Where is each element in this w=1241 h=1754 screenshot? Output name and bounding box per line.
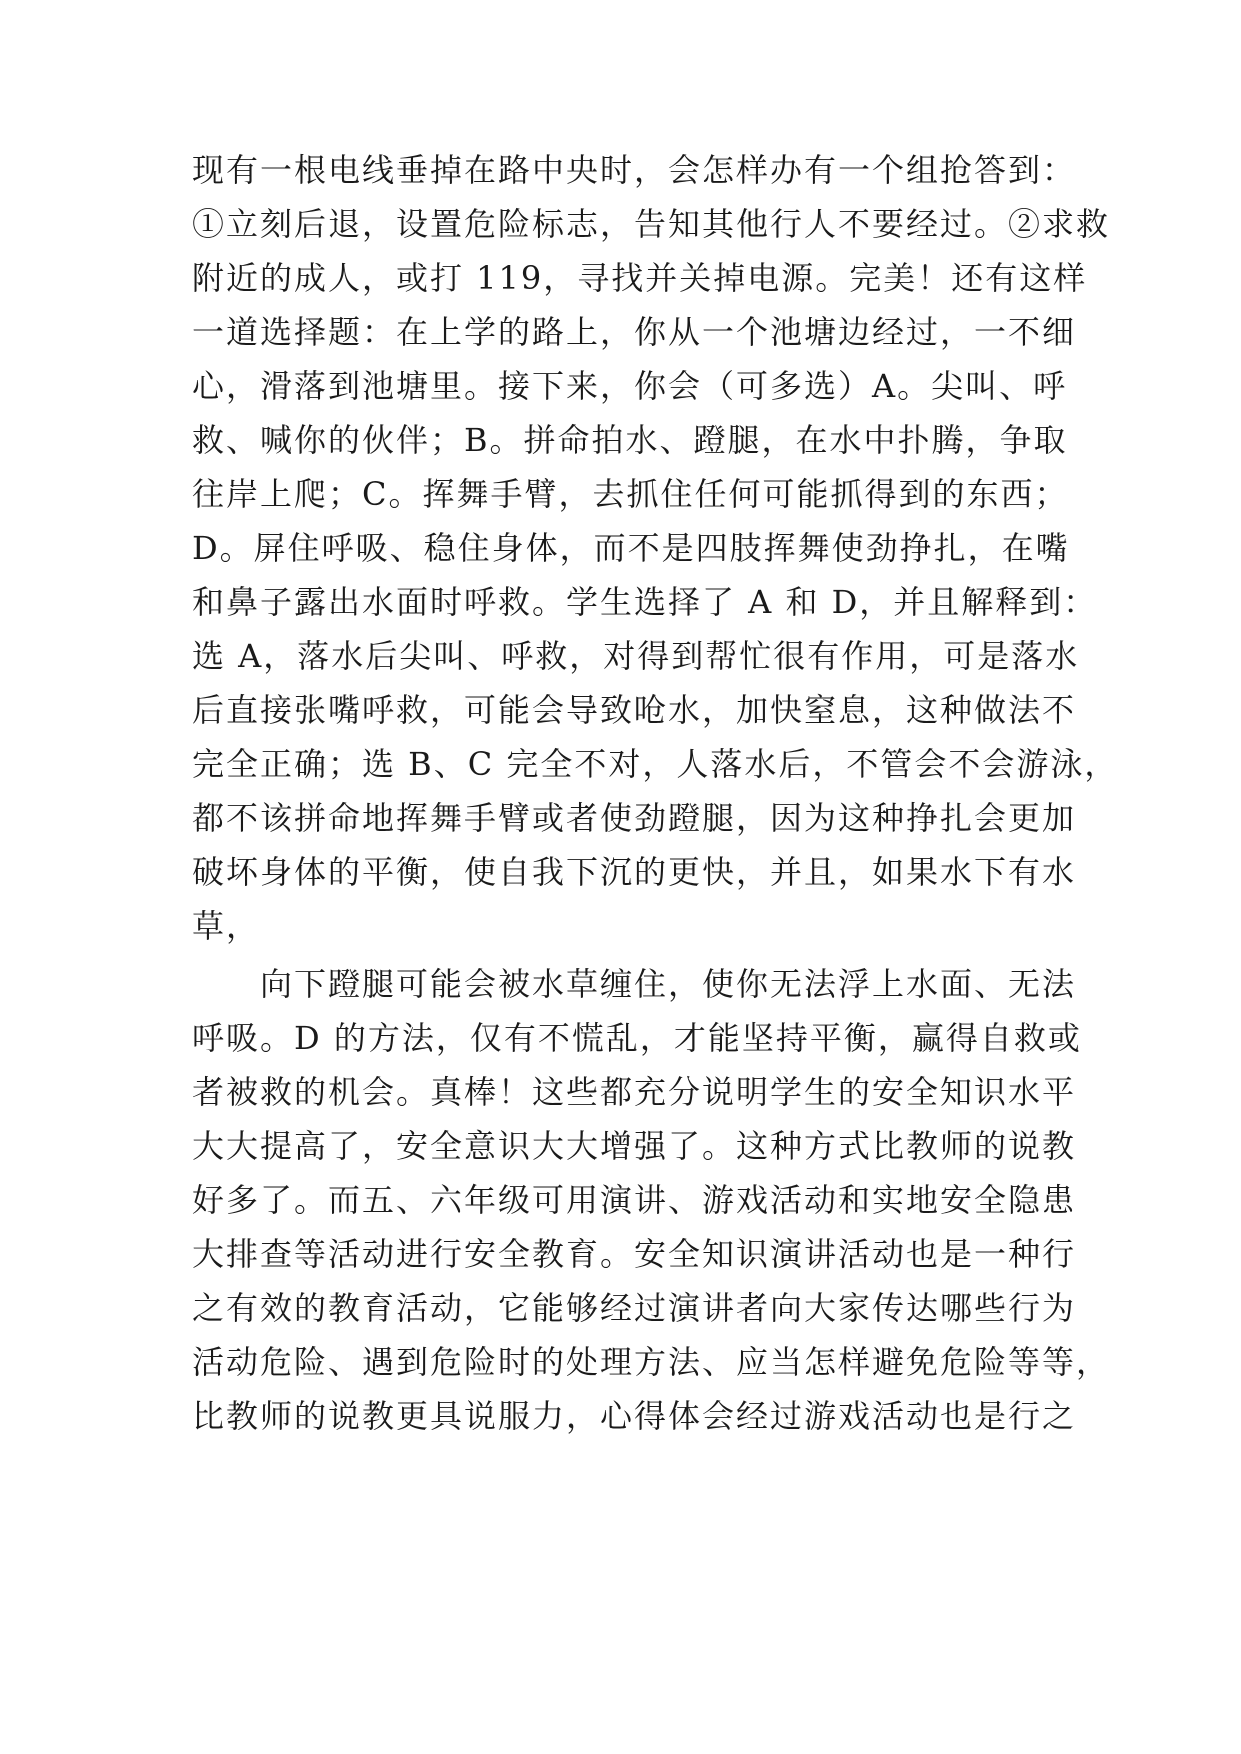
text-line: 好多了。而五、六年级可用演讲、游戏活动和实地安全隐患 <box>192 1181 1077 1219</box>
text-line: 都不该拼命地挥舞手臂或者使劲蹬腿，因为这种挣扎会更加 <box>192 799 1077 837</box>
text-line: 比教师的说教更具说服力，心得体会经过游戏活动也是行之 <box>192 1397 1077 1435</box>
text-line: D。屏住呼吸、稳住身体，而不是四肢挥舞使劲挣扎，在嘴 <box>192 529 1070 567</box>
text-line: 之有效的教育活动，它能够经过演讲者向大家传达哪些行为 <box>192 1289 1077 1327</box>
text-line: 大大提高了，安全意识大大增强了。这种方式比教师的说教 <box>192 1127 1077 1165</box>
text-line: 救、喊你的伙伴；B。拼命拍水、蹬腿，在水中扑腾，争取 <box>192 421 1068 459</box>
text-line: 者被救的机会。真棒！这些都充分说明学生的安全知识水平 <box>192 1073 1077 1111</box>
text-line: 向下蹬腿可能会被水草缠住，使你无法浮上水面、无法 <box>192 965 1077 1003</box>
text-line: 心，滑落到池塘里。接下来，你会（可多选）A。尖叫、呼 <box>192 367 1068 405</box>
text-line: 和鼻子露出水面时呼救。学生选择了 A 和 D，并且解释到： <box>192 583 1098 621</box>
text-line: 一道选择题：在上学的路上，你从一个池塘边经过，一不细 <box>192 313 1077 351</box>
text-line: 草， <box>192 907 261 945</box>
text-line: ①立刻后退，设置危险标志，告知其他行人不要经过。②求救 <box>192 205 1111 243</box>
text-line: 选 A，落水后尖叫、呼救，对得到帮忙很有作用，可是落水 <box>192 637 1080 675</box>
text-line: 完全正确；选 B、C 完全不对，人落水后，不管会不会游泳， <box>192 745 1119 783</box>
text-line: 破坏身体的平衡，使自我下沉的更快，并且，如果水下有水 <box>192 853 1077 891</box>
text-line: 后直接张嘴呼救，可能会导致呛水，加快窒息，这种做法不 <box>192 691 1077 729</box>
text-line: 呼吸。D 的方法，仅有不慌乱，才能坚持平衡，赢得自救或 <box>192 1019 1082 1057</box>
text-line: 往岸上爬；C。挥舞手臂，去抓住任何可能抓得到的东西； <box>192 475 1069 513</box>
text-line: 活动危险、遇到危险时的处理方法、应当怎样避免危险等等， <box>192 1343 1111 1381</box>
text-line: 附近的成人，或打 119，寻找并关掉电源。完美！还有这样 <box>192 259 1088 297</box>
text-line: 现有一根电线垂掉在路中央时，会怎样办有一个组抢答到： <box>192 151 1077 189</box>
text-line: 大排查等活动进行安全教育。安全知识演讲活动也是一种行 <box>192 1235 1077 1273</box>
